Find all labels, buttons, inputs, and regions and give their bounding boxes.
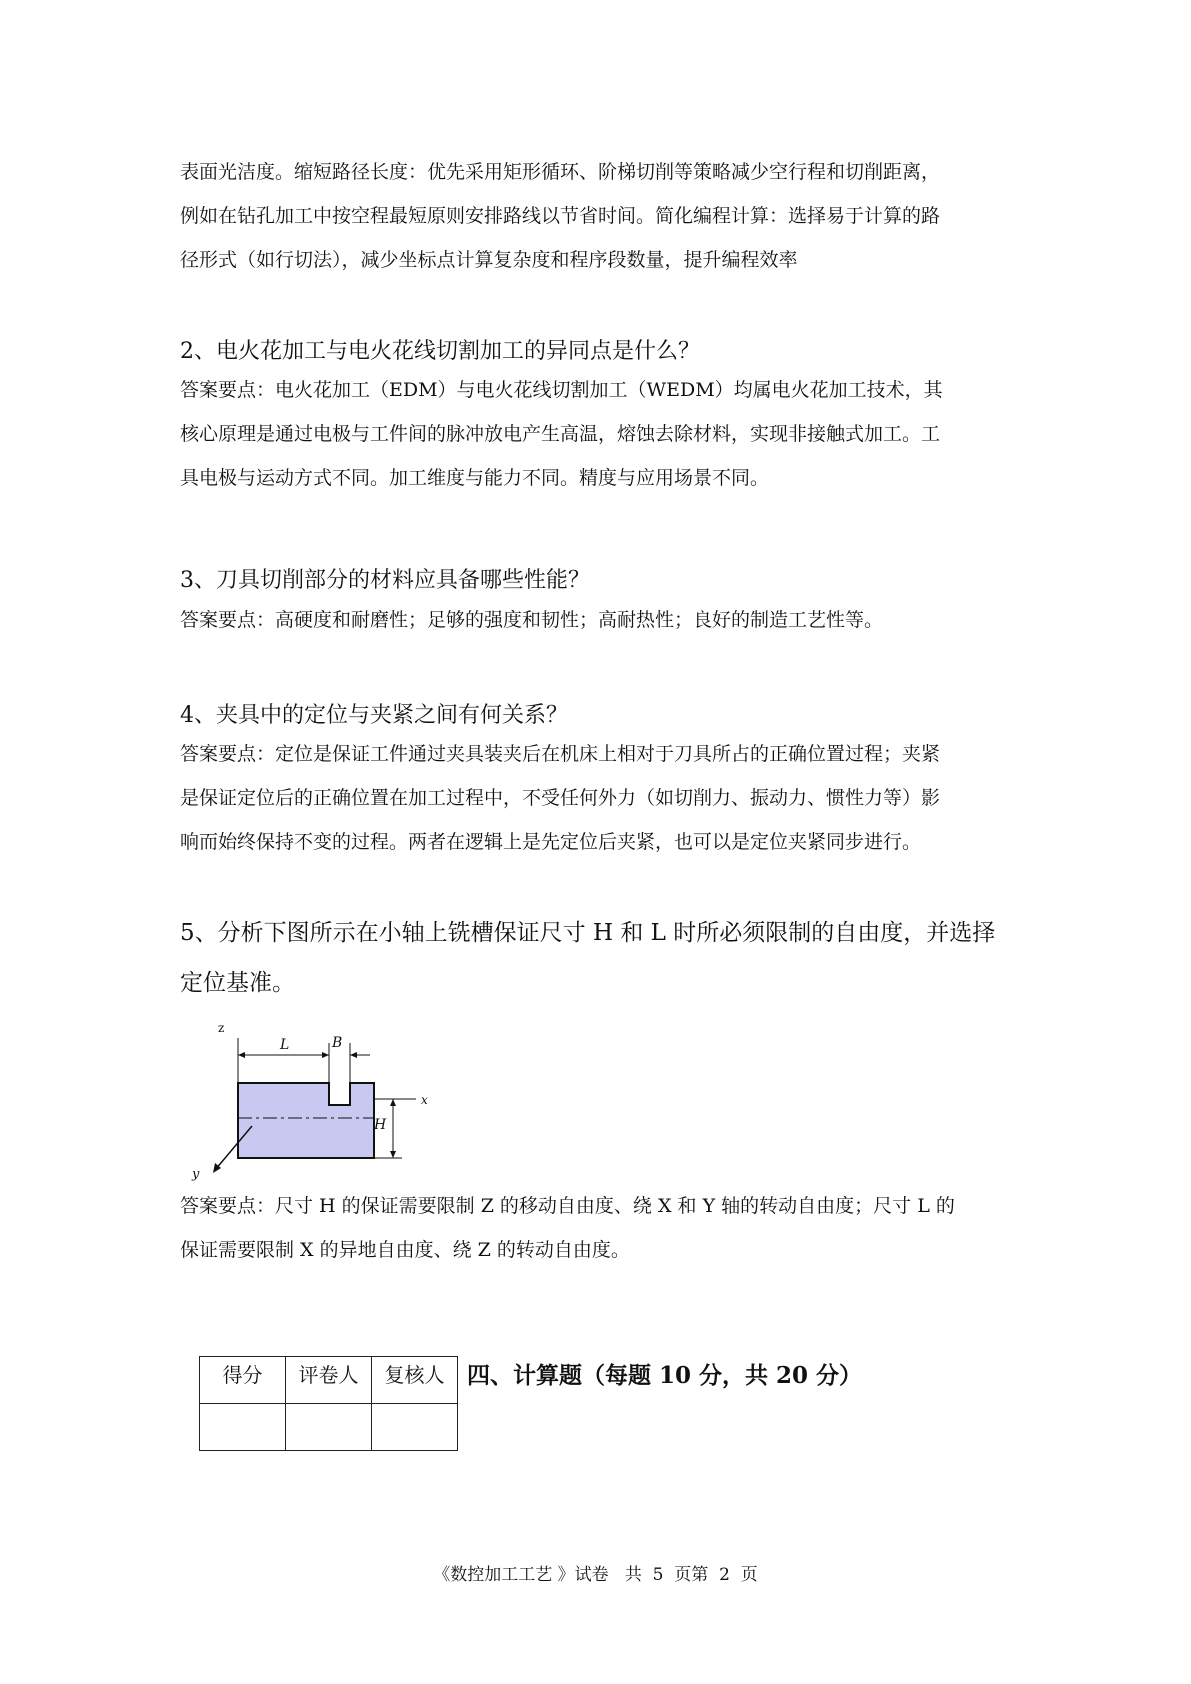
score-cell[interactable] xyxy=(200,1404,286,1451)
grader-header: 评卷人 xyxy=(286,1357,372,1404)
shaft-slot-diagram xyxy=(180,1018,450,1188)
answer-text: 答案要点：定位是保证工件通过夹具装夹后在机床上相对于刀具所占的正确位置过程；夹紧 xyxy=(180,743,941,765)
label-L: L xyxy=(280,1037,290,1053)
label-H: H xyxy=(374,1117,387,1133)
label-y: y xyxy=(192,1167,200,1182)
reviewer-cell[interactable] xyxy=(372,1404,458,1451)
label-x: x xyxy=(421,1093,428,1107)
arrow-H-bottom xyxy=(390,1151,396,1158)
label-B: B xyxy=(332,1035,343,1051)
answer-text: 答案要点：电火花加工（EDM）与电火花线切割加工（WEDM）均属电火花加工技术，其 xyxy=(180,379,943,401)
answer-text: 是保证定位后的正确位置在加工过程中，不受任何外力（如切削力、振动力、惯性力等）影 xyxy=(180,787,941,809)
arrow-L-left xyxy=(238,1052,245,1058)
answer-text: 表面光洁度。缩短路径长度：优先采用矩形循环、阶梯切削等策略减少空行程和切削距离， xyxy=(180,161,941,183)
answer-text: 保证需要限制 X 的异地自由度、绕 Z 的转动自由度。 xyxy=(180,1239,630,1261)
answer-text: 径形式（如行切法），减少坐标点计算复杂度和程序段数量，提升编程效率 xyxy=(180,249,798,271)
answer-text: 具电极与运动方式不同。加工维度与能力不同。精度与应用场景不同。 xyxy=(180,467,770,489)
answer-text: 答案要点：高硬度和耐磨性；足够的强度和韧性；高耐热性；良好的制造工艺性等。 xyxy=(180,609,884,631)
arrow-H-top xyxy=(390,1099,396,1106)
reviewer-header: 复核人 xyxy=(372,1357,458,1404)
score-header: 得分 xyxy=(200,1357,286,1404)
question-5: 5、分析下图所示在小轴上铣槽保证尺寸 H 和 L 时所必须限制的自由度，并选择 xyxy=(180,920,996,946)
answer-text: 核心原理是通过电极与工件间的脉冲放电产生高温，熔蚀去除材料，实现非接触式加工。工 xyxy=(180,423,941,445)
question-2: 2、电火花加工与电火花线切割加工的异同点是什么？ xyxy=(180,339,700,364)
label-z: z xyxy=(218,1021,225,1035)
arrow-L-right xyxy=(322,1052,329,1058)
section-title: 四、计算题（每题 10 分，共 20 分） xyxy=(467,1362,863,1389)
answer-text: 答案要点：尺寸 H 的保证需要限制 Z 的移动自由度、绕 X 和 Y 轴的转动自由度；尺寸 L 的 xyxy=(180,1195,955,1217)
score-table xyxy=(199,1356,458,1451)
question-4: 4、夹具中的定位与夹紧之间有何关系？ xyxy=(180,703,568,728)
answer-text: 例如在钻孔加工中按空程最短原则安排路线以节省时间。简化编程计算：选择易于计算的路 xyxy=(180,205,941,227)
page-footer: 《数控加工工艺 》试卷 共 5 页第 2 页 xyxy=(433,1565,758,1585)
shaft-body xyxy=(238,1083,374,1158)
question-3: 3、刀具切削部分的材料应具备哪些性能？ xyxy=(180,568,590,593)
arrow-B xyxy=(350,1052,357,1058)
grader-cell[interactable] xyxy=(286,1404,372,1451)
question-5-cont: 定位基准。 xyxy=(180,970,295,996)
answer-text: 响而始终保持不变的过程。两者在逻辑上是先定位后夹紧，也可以是定位夹紧同步进行。 xyxy=(180,831,922,853)
